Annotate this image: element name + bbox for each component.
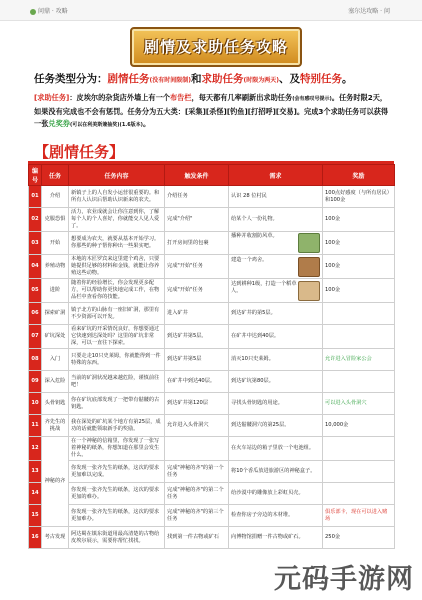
site-logo[interactable]: 问鼎 · 攻略 bbox=[30, 6, 68, 15]
help-task-paragraph: [求助任务]：皮埃尔的杂货店外墙上有一个布告栏，每天都有几率刷新出求助任务(会有感叹号提示)。任务时限2天，如果没有完成也不会有惩罚。任务分为五大类：[采集][杀怪][钓鱼][打招呼][交易]。完成3个求助任务可以获得一张兑奖券(可以在利美斯兼抽奖)(1.6版本)。 bbox=[34, 93, 389, 128]
intro-section bbox=[34, 72, 394, 132]
table-row: 10 头骨钥匙 你在矿坑底部发现了一把带有骷髅的古钥匙。 到达矿井第120层 寻找头骨钥匙的用途。 可以进入头骨洞穴 bbox=[29, 393, 395, 415]
logo-dot-icon bbox=[30, 9, 36, 15]
table-row: 05 进阶 随着你的经验增长，你会发现更多配方，可以帮助你更快地完成工作，在物品栏中查看你的技能。 完成"开始"任务 达到耕种1级，打造一个稻草人。 100金 bbox=[29, 279, 395, 303]
story-task-table bbox=[28, 164, 395, 549]
table-row: 09 深入危险 当前的矿洞状况越来越危险，谨慎前往吧！ 在矿井中到达40层。 到达矿坑第80层。 bbox=[29, 371, 395, 393]
top-bar bbox=[0, 0, 422, 21]
table-row: 06 探索矿洞 镇子北方的山脉有一座旧矿洞，那里有不少资源可以开发。 进入矿井 到达矿井的第5层。 bbox=[29, 303, 395, 325]
header-no: 编号 bbox=[29, 165, 42, 186]
table-row: 03 开始 想要成为农夫，就要从基本开始学习。你那些的种子帮你种出一些果实吧。 打开房间里的包裹 播种并收割防风草。 100金 bbox=[29, 232, 395, 255]
title-banner bbox=[130, 27, 302, 67]
table-row: 15 你发现一张齐先生的纸条，这次的要求更加难办。 完成"神秘的齐"的第三个任务 检查你房子旁边的木材堆。 俱乐部卡，现在可以进入赌场 bbox=[29, 505, 395, 527]
header-reward: 奖励 bbox=[323, 165, 395, 186]
table-row: 07 矿坑深处 看来矿坑的开采情况良好，你想要通过它快速到达深处吗？这里的矿坑非常深，可以一直往下探索。 到达矿井第5层。 在矿井中达到40层。 bbox=[29, 325, 395, 349]
table-row: 01 介绍 新镇子上的人自发小运营很重要的。和所有人认识后帮助认识新来的农夫。 介绍任务 认识 28 位村民 100点好感度（与所有居民）和100金 bbox=[29, 186, 395, 208]
table-row: 02 克服恐惧 活力，农业成就会让你注意到你，了解每个人的个人喜好，你就能交人见人爱了。 完成"介绍" 给某个人一份礼物。 100金 bbox=[29, 208, 395, 232]
header-task: 任务 bbox=[42, 165, 69, 186]
table-row: 14 你发现一张齐先生的纸条，这次的要求更加的难办。 完成"神秘的齐"的第二个任务 给沙漠中的雕像放上彩虹贝壳。 bbox=[29, 483, 395, 505]
header-content: 任务内容 bbox=[69, 165, 165, 186]
scarecrow-image bbox=[298, 281, 320, 301]
parsnip-image bbox=[298, 233, 320, 253]
task-types-heading: 任务类型分为：剧情任务(没有时间限制)和求助任务(时限为两天)、及特别任务。 bbox=[34, 73, 353, 85]
table-row: 13 你发现一张齐先生的纸条，这次的要求更加难以完成。 完成"神秘的齐"的第一个任务 将10个香瓜放进旅游区的神秘盒子。 bbox=[29, 461, 395, 483]
table-row: 11 齐先生的挑战 我在深处的矿坑某个地方有第25层，成功的话就能领取新手的奖励。 允许进入头骨洞穴 到达骷髅洞穴的第25层。 10,000金 bbox=[29, 415, 395, 437]
table-row: 08 入门 只要走走10只史莱姆，你就能得到一件特殊的东西。 到达矿井第5层 消灭10只史莱姆。 允许进入冒险家公会 bbox=[29, 349, 395, 371]
table-row: 12 神秘的齐 在一个神秘的信箱里，你发现了一张写着神秘的纸条，你想知道在那里会发生什么。 在火车站边的箱子里放一个电池组。 bbox=[29, 437, 395, 461]
coop-image bbox=[298, 257, 320, 277]
site-link[interactable]: 塞尔达攻略 · 问 bbox=[348, 8, 390, 15]
table-row: 16 考古发现 阿达蜀在镇东街道用最高清楚的古物给皮埃尔展示，需要你帮忙找找。 找到第一件古物或矿石 向博物馆捐赠一件古物或矿石。 250金 bbox=[29, 527, 395, 549]
table-header-row bbox=[29, 165, 395, 186]
header-trigger: 触发条件 bbox=[165, 165, 229, 186]
header-need: 需求 bbox=[229, 165, 323, 186]
banner-title: 剧情及求助任务攻略 bbox=[143, 38, 288, 56]
site-watermark: 元码手游网 bbox=[274, 564, 414, 595]
table-row: 04 养殖动物 本地的木匠罗宾来这里建个鸡舍，只要她提供足够的材料和金钱，就能让你养殖这些动物。 完成"开始"任务 建造一个鸡舍。 100金 bbox=[29, 255, 395, 279]
section-title: 【剧情任务】 bbox=[34, 143, 125, 161]
